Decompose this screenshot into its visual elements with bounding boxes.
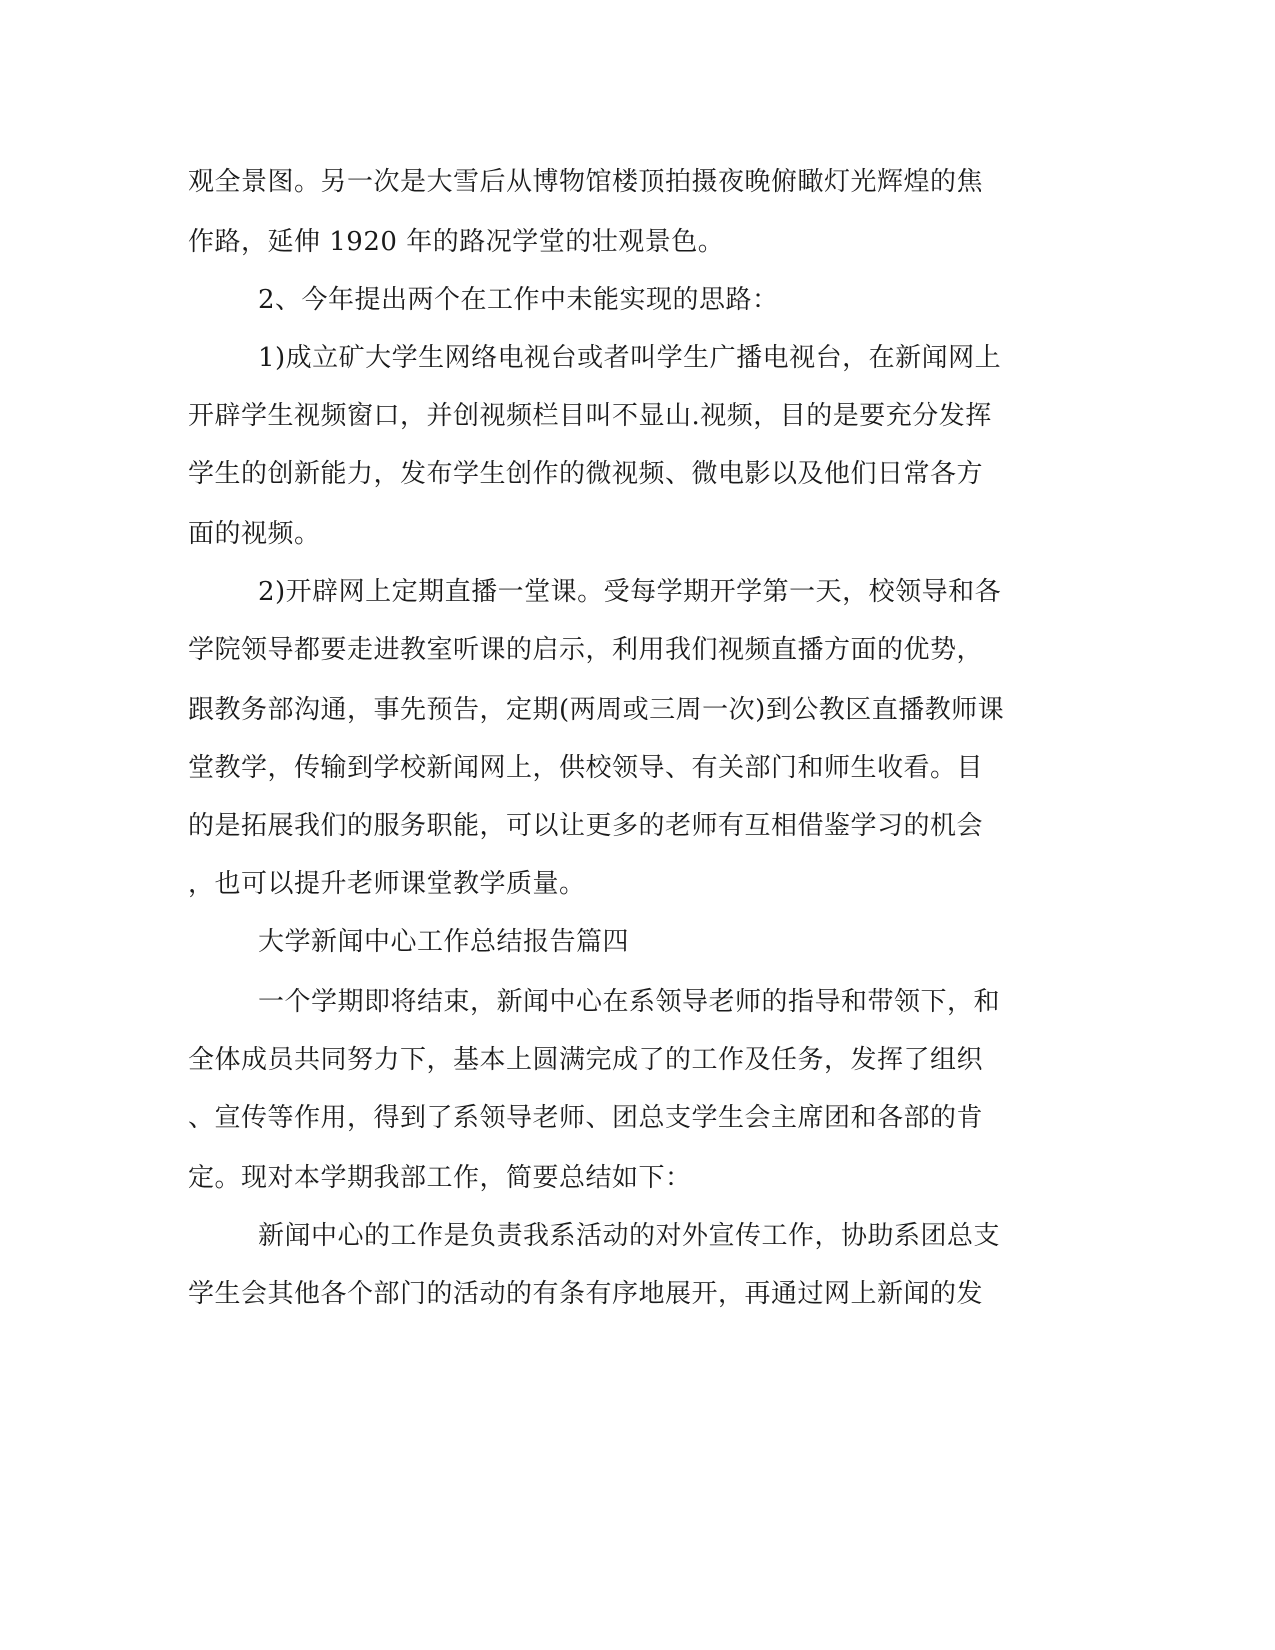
text-line: 观全景图。另一次是大雪后从博物馆楼顶拍摄夜晚俯瞰灯光辉煌的焦 — [188, 167, 984, 197]
text-line: 跟教务部沟通，事先预告，定期(两周或三周一次)到公教区直播教师课 — [188, 695, 1005, 725]
text-line: ，也可以提升老师课堂教学质量。 — [188, 869, 586, 899]
text-line: 一个学期即将结束，新闻中心在系领导老师的指导和带领下，和 — [258, 987, 1001, 1017]
text-line: 定。现对本学期我部工作，简要总结如下： — [188, 1163, 692, 1193]
text-line: 作路，延伸 1920 年的路况学堂的壮观景色。 — [188, 227, 725, 257]
text-line: 、宣传等作用，得到了系领导老师、团总支学生会主席团和各部的肯 — [188, 1103, 984, 1133]
text-line: 的是拓展我们的服务职能，可以让更多的老师有互相借鉴学习的机会 — [188, 811, 984, 841]
text-line: 1)成立矿大学生网络电视台或者叫学生广播电视台，在新闻网上 — [258, 343, 1002, 373]
text-line: 面的视频。 — [188, 519, 321, 549]
text-line: 学生会其他各个部门的活动的有条有序地展开，再通过网上新闻的发 — [188, 1279, 984, 1309]
text-line: 新闻中心的工作是负责我系活动的对外宣传工作，协助系团总支 — [258, 1221, 1001, 1251]
text-line: 2、今年提出两个在工作中未能实现的思路： — [258, 285, 779, 315]
text-line: 全体成员共同努力下，基本上圆满完成了的工作及任务，发挥了组织 — [188, 1045, 984, 1075]
text-line: 开辟学生视频窗口，并创视频栏目叫不显山.视频，目的是要充分发挥 — [188, 401, 992, 431]
text-line: 学生的创新能力，发布学生创作的微视频、微电影以及他们日常各方 — [188, 459, 984, 489]
text-line: 学院领导都要走进教室听课的启示，利用我们视频直播方面的优势， — [188, 635, 984, 665]
text-line: 堂教学，传输到学校新闻网上，供校领导、有关部门和师生收看。目 — [188, 753, 984, 783]
section-heading: 大学新闻中心工作总结报告篇四 — [258, 927, 630, 957]
text-line: 2)开辟网上定期直播一堂课。受每学期开学第一天，校领导和各 — [258, 577, 1002, 607]
